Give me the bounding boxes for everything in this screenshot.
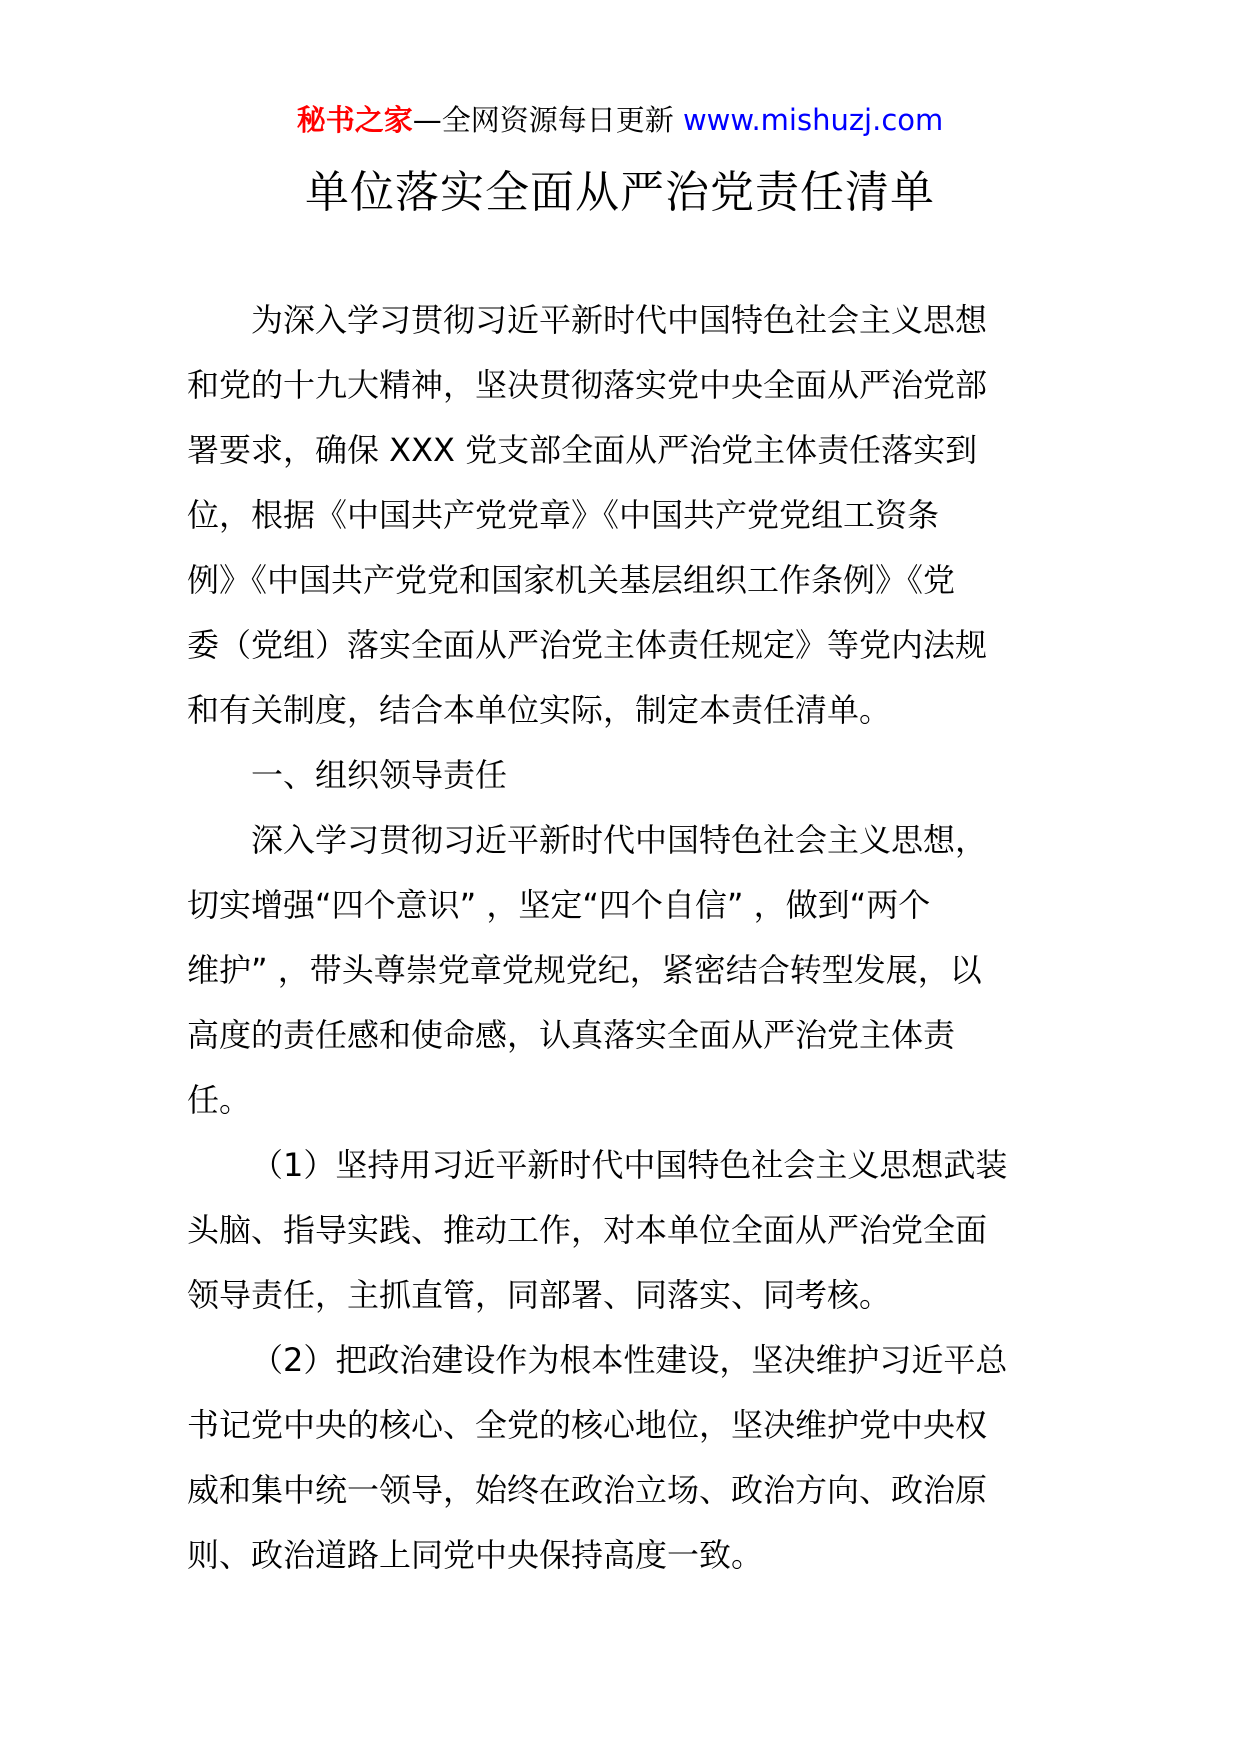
body-line: 书记党中央的核心、全党的核心地位，坚决维护党中央权: [187, 1406, 988, 1444]
header-tagline: —全网资源每日更新: [412, 103, 683, 137]
brand-name: 秘书之家: [296, 103, 413, 137]
body-line: 维护” ，带头尊崇党章党规党纪，紧密结合转型发展，以: [187, 951, 982, 989]
body-line: 位，根据《中国共产党党章》《中国共产党党组工资条: [187, 496, 940, 534]
body-line: 高度的责任感和使命感，认真落实全面从严治党主体责: [187, 1016, 956, 1054]
body-line: 署要求，确保 XXX 党支部全面从严治党主体责任落实到: [187, 431, 978, 469]
document-body: [187, 288, 1057, 1588]
site-header: [0, 100, 1240, 140]
body-line: 领导责任，主抓直管，同部署、同落实、同考核。: [187, 1276, 892, 1314]
body-line: 例》《中国共产党党和国家机关基层组织工作条例》《党: [187, 561, 956, 599]
body-line: 切实增强“四个意识” ，坚定“四个自信” ，做到“两个: [187, 886, 931, 924]
body-line: 威和集中统一领导，始终在政治立场、政治方向、政治原: [187, 1471, 988, 1509]
document-title: 单位落实全面从严治党责任清单: [305, 167, 935, 218]
body-line: 委（党组）落实全面从严治党主体责任规定》等党内法规: [187, 626, 988, 664]
body-line: （1）坚持用习近平新时代中国特色社会主义思想武装: [251, 1146, 1008, 1184]
body-line: 为深入学习贯彻习近平新时代中国特色社会主义思想: [251, 301, 988, 339]
body-line: 则、政治道路上同党中央保持高度一致。: [187, 1536, 764, 1574]
body-line: 头脑、指导实践、推动工作，对本单位全面从严治党全面: [187, 1211, 988, 1249]
site-url[interactable]: www.mishuzj.com: [682, 103, 944, 137]
body-line: （2）把政治建设作为根本性建设，坚决维护习近平总: [251, 1341, 1008, 1379]
body-line: 深入学习贯彻习近平新时代中国特色社会主义思想，: [251, 821, 988, 859]
body-line: 和党的十九大精神，坚决贯彻落实党中央全面从严治党部: [187, 366, 988, 404]
body-line: 和有关制度，结合本单位实际，制定本责任清单。: [187, 691, 892, 729]
body-line: 任。: [187, 1081, 252, 1119]
section-heading: 一、组织领导责任: [251, 756, 508, 794]
